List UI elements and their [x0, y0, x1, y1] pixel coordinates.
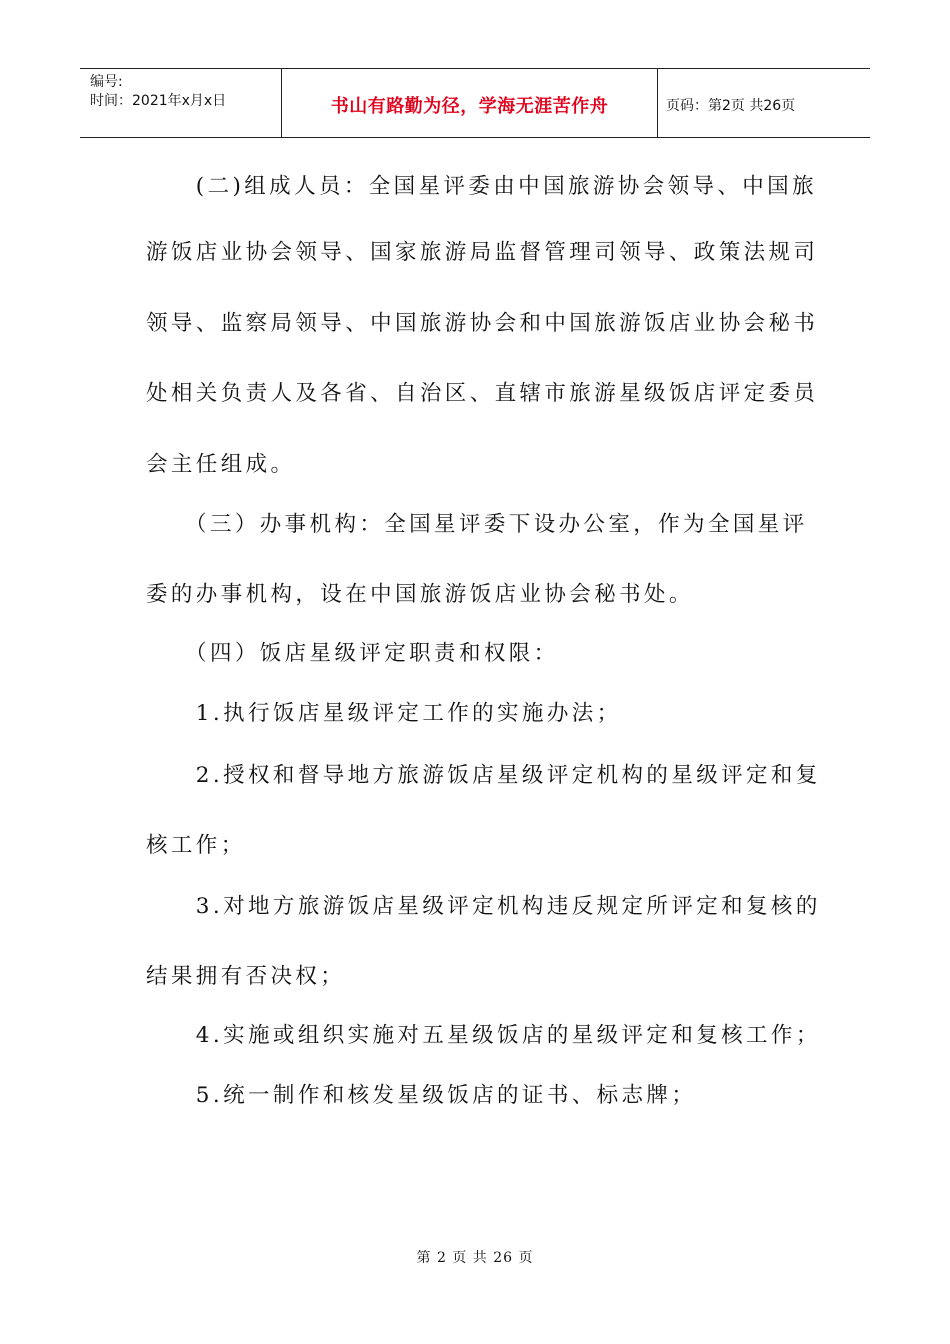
header-page-info: 页码：第2页 共26页 — [666, 98, 796, 114]
body-line: (二)组成人员：全国星评委由中国旅游协会领导、中国旅 — [146, 174, 817, 199]
body-line: （三）办事机构：全国星评委下设办公室，作为全国星评 — [146, 512, 808, 537]
page-header — [80, 68, 870, 138]
body-line: 2.授权和督导地方旅游饭店星级评定机构的星级评定和复 — [146, 763, 821, 788]
body-line: 领导、监察局领导、中国旅游协会和中国旅游饭店业协会秘书 — [146, 311, 819, 336]
serial-label: 编号: — [90, 74, 123, 90]
header-meta — [80, 69, 282, 137]
body-line: （四）饭店星级评定职责和权限： — [146, 641, 559, 666]
body-line: 结果拥有否决权； — [146, 964, 346, 989]
body-line: 游饭店业协会领导、国家旅游局监督管理司领导、政策法规司 — [146, 240, 819, 265]
page-footer: 第 2 页 共 26 页 — [416, 1250, 534, 1266]
body-line: 3.对地方旅游饭店星级评定机构违反规定所评定和复核的 — [146, 894, 821, 919]
body-line: 核工作； — [146, 833, 246, 858]
body-line: 会主任组成。 — [146, 452, 296, 477]
body-line: 5.统一制作和核发星级饭店的证书、标志牌； — [146, 1083, 697, 1108]
header-motto: 书山有路勤为径，学海无涯苦作舟 — [282, 69, 658, 137]
body-line: 1.执行饭店星级评定工作的实施办法； — [146, 701, 622, 726]
time-label: 时间：2021年x月x日 — [90, 93, 227, 109]
body-line: 4.实施或组织实施对五星级饭店的星级评定和复核工作； — [146, 1023, 821, 1048]
body-line: 委的办事机构，设在中国旅游饭店业协会秘书处。 — [146, 582, 694, 607]
body-line: 处相关负责人及各省、自治区、直辖市旅游星级饭店评定委员 — [146, 381, 819, 406]
